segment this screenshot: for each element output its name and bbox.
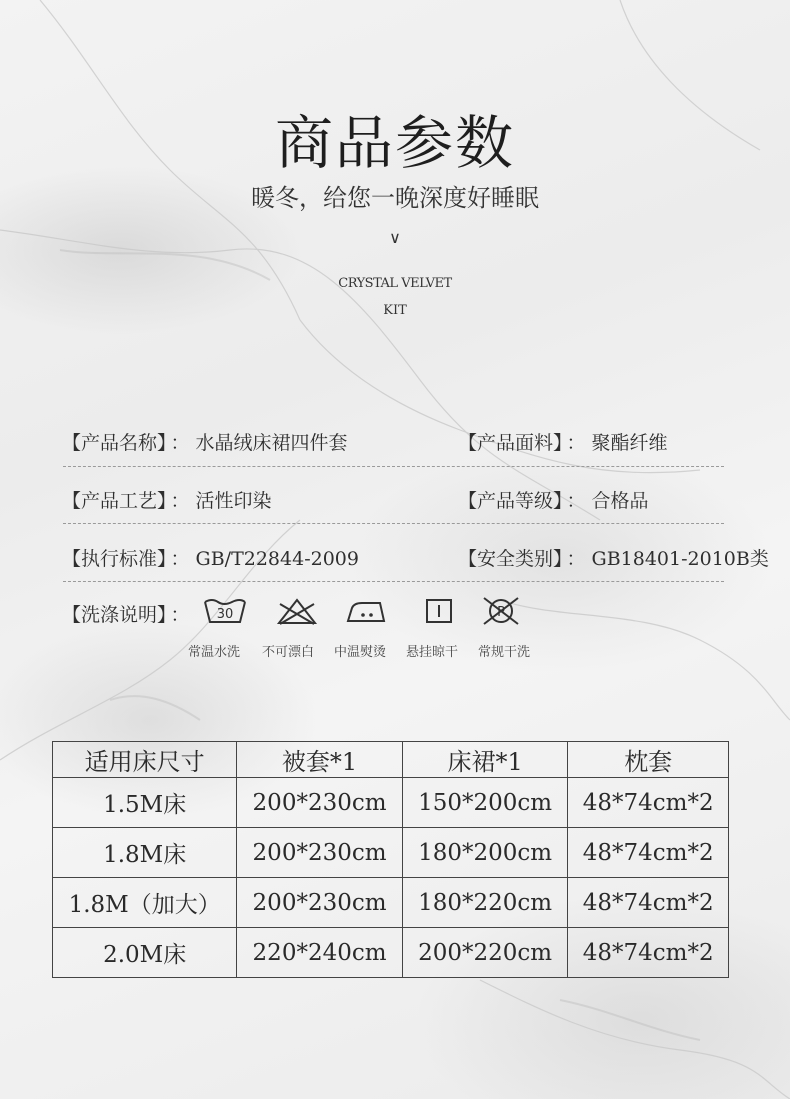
spec-product-name <box>62 428 348 455</box>
spec-separator: ： <box>170 548 190 570</box>
table-cell: 180*220cm <box>402 878 568 928</box>
table-cell: 200*220cm <box>402 928 568 978</box>
column-header: 适用床尺寸 <box>53 742 237 778</box>
table-cell: 200*230cm <box>237 878 403 928</box>
spec-value: 聚酯纤维 <box>591 432 668 454</box>
spec-value: 合格品 <box>591 490 649 512</box>
spec-separator: ： <box>170 432 190 454</box>
spec-separator: ： <box>170 490 190 512</box>
spec-separator: ： <box>170 604 190 626</box>
spec-safety <box>458 544 769 571</box>
table-cell: 200*230cm <box>237 778 403 828</box>
spec-label: 【产品名称】 <box>62 432 167 454</box>
divider <box>63 581 724 582</box>
divider <box>63 466 724 467</box>
spec-label: 【产品面料】 <box>458 432 563 454</box>
wash-caption: 不可漂白 <box>262 645 315 660</box>
spec-label: 【安全类别】 <box>458 548 563 570</box>
spec-process <box>62 486 272 513</box>
size-table <box>52 741 729 978</box>
page-title: 商品参数 <box>274 109 515 177</box>
table-row <box>53 778 729 828</box>
wash-temperature: 30 <box>216 607 234 622</box>
wash-caption: 悬挂晾干 <box>406 645 459 660</box>
wash-caption: 常温水洗 <box>188 645 241 660</box>
table-cell: 200*230cm <box>237 828 403 878</box>
table-cell: 48*74cm*2 <box>568 828 729 878</box>
table-cell: 2.0M床 <box>53 928 237 978</box>
divider <box>63 523 724 524</box>
wash-30-icon <box>202 596 248 626</box>
page-subtitle: 暖冬，给您一晚深度好睡眠 <box>251 184 539 212</box>
table-cell: 1.5M床 <box>53 778 237 828</box>
dry-clean-letter: P <box>497 605 505 620</box>
spec-separator: ： <box>566 548 586 570</box>
table-row <box>53 928 729 978</box>
column-header: 被套*1 <box>237 742 403 778</box>
english-title-line2: KIT <box>383 303 407 318</box>
washing-label <box>62 600 196 627</box>
table-cell: 1.8M床 <box>53 828 237 878</box>
table-cell: 180*200cm <box>402 828 568 878</box>
spec-value: 水晶绒床裙四件套 <box>195 432 348 454</box>
table-cell: 1.8M（加大） <box>53 878 237 928</box>
chevron-down-icon: ∨ <box>389 228 401 247</box>
hang-dry-icon <box>416 596 462 626</box>
table-row <box>53 828 729 878</box>
spec-grade <box>458 486 649 513</box>
spec-label: 【执行标准】 <box>62 548 167 570</box>
table-cell: 220*240cm <box>237 928 403 978</box>
table-cell: 48*74cm*2 <box>568 778 729 828</box>
wash-caption: 中温熨烫 <box>334 645 387 660</box>
dry-clean-icon <box>478 596 524 626</box>
iron-medium-icon <box>344 596 390 626</box>
table-header-row <box>53 742 729 778</box>
spec-separator: ： <box>566 490 586 512</box>
spec-value: 活性印染 <box>195 490 272 512</box>
wash-caption: 常规干洗 <box>478 645 531 660</box>
spec-material <box>458 428 668 455</box>
no-bleach-icon <box>274 596 320 626</box>
english-title-line1: CRYSTAL VELVET <box>338 276 452 291</box>
spec-standard <box>62 544 359 571</box>
table-cell: 150*200cm <box>402 778 568 828</box>
spec-label: 【洗涤说明】 <box>62 604 167 626</box>
table-row <box>53 878 729 928</box>
table-cell: 48*74cm*2 <box>568 878 729 928</box>
column-header: 枕套 <box>568 742 729 778</box>
spec-label: 【产品等级】 <box>458 490 563 512</box>
column-header: 床裙*1 <box>402 742 568 778</box>
spec-label: 【产品工艺】 <box>62 490 167 512</box>
table-cell: 48*74cm*2 <box>568 928 729 978</box>
spec-value: GB/T22844-2009 <box>195 548 359 570</box>
spec-separator: ： <box>566 432 586 454</box>
spec-value: GB18401-2010B类 <box>591 548 769 570</box>
